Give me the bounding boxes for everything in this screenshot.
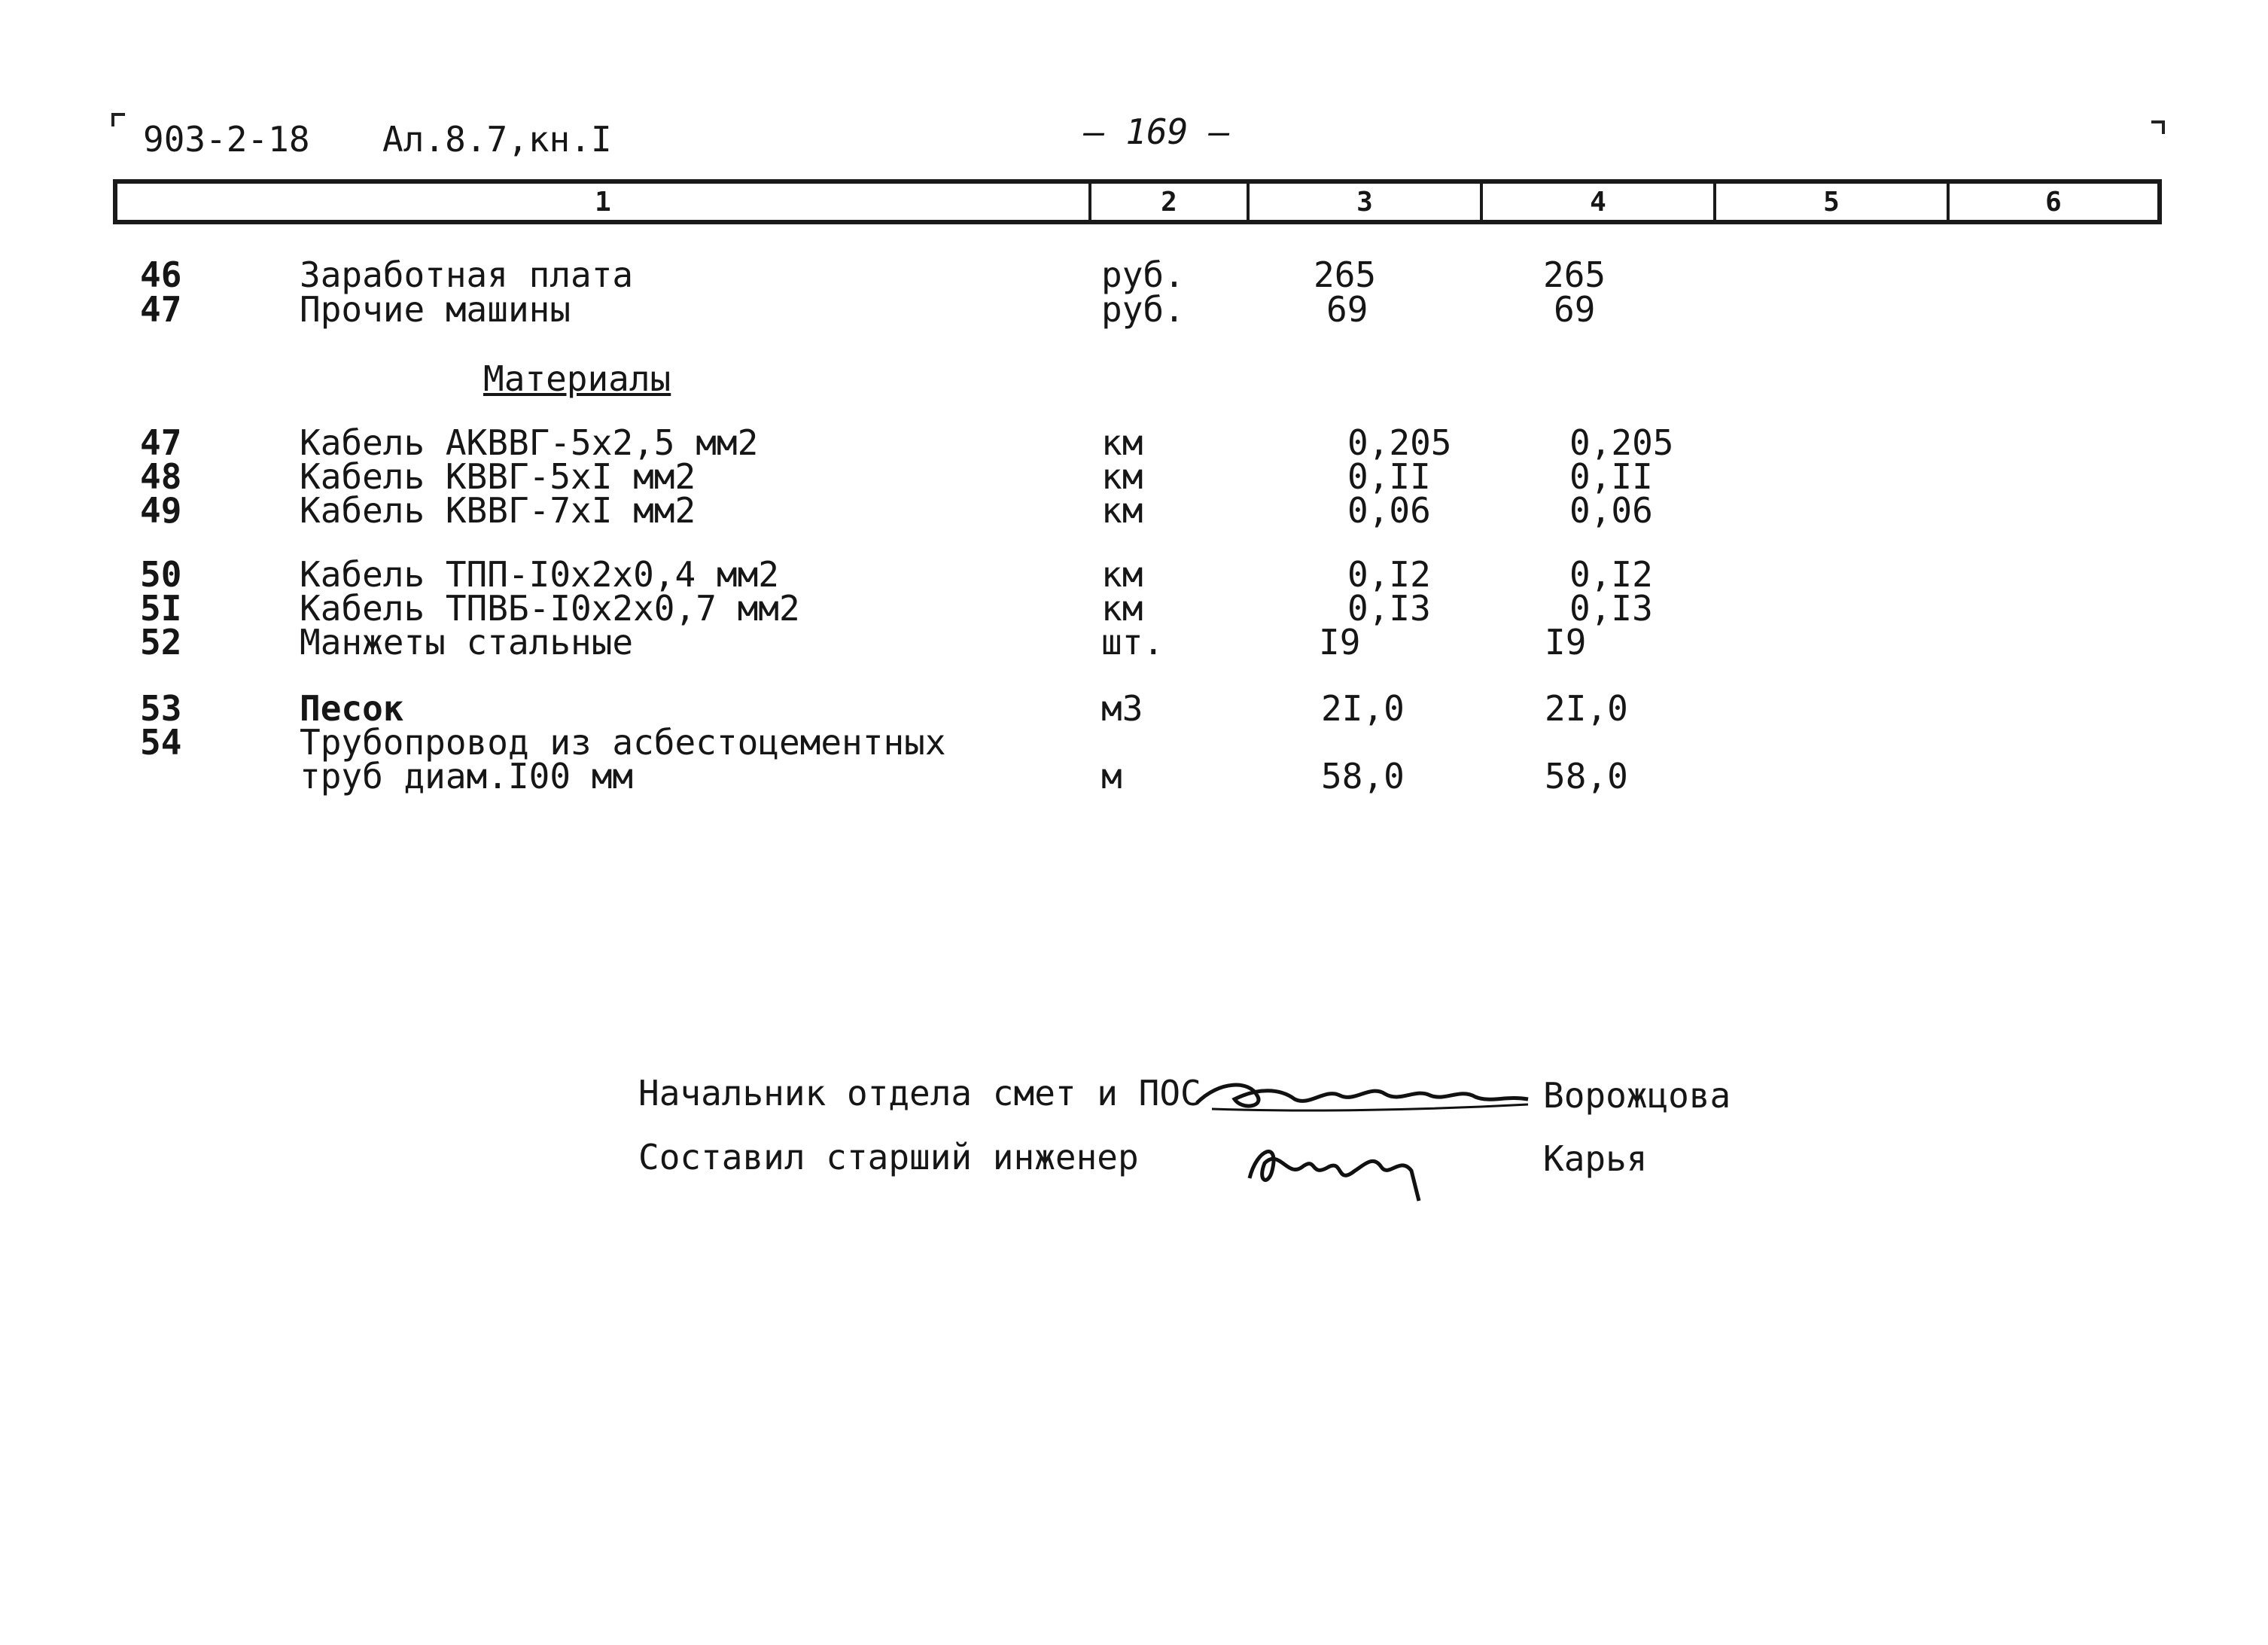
table-row	[0, 490, 2268, 531]
col-2: 2	[1161, 186, 1177, 218]
row-number: 5I	[140, 588, 182, 629]
col3-value: I9	[1319, 622, 1361, 663]
col3-value: 69	[1326, 289, 1368, 330]
table-row	[0, 588, 2268, 629]
row-number: 49	[140, 490, 182, 531]
item-name: Кабель ТПВБ-I0х2х0,7 мм2	[300, 588, 800, 629]
corner-mark-left	[111, 113, 125, 126]
column-header-grid	[113, 179, 2162, 224]
col-6: 6	[2045, 186, 2062, 218]
table-row	[0, 722, 2268, 763]
item-unit: км	[1101, 554, 1143, 595]
item-name: Заработная плата	[300, 254, 634, 295]
col3-value: 2I,0	[1321, 688, 1405, 729]
signature-role-1: Начальник отдела смет и ПОС	[638, 1073, 1201, 1113]
row-number: 47	[140, 289, 182, 330]
handwritten-signature-1	[1189, 1065, 1536, 1118]
col3-value: 265	[1314, 254, 1377, 295]
col3-value: 0,I3	[1347, 588, 1431, 629]
col3-value: 0,II	[1347, 456, 1431, 497]
signature-name-2: Карья	[1543, 1138, 1648, 1179]
row-number: 46	[140, 254, 182, 295]
handwritten-signature-2	[1234, 1126, 1430, 1208]
row-number: 50	[140, 554, 182, 595]
col3-value: 0,I2	[1347, 554, 1431, 595]
item-unit: м3	[1101, 688, 1143, 729]
col3-value: 0,205	[1347, 422, 1452, 463]
item-unit: км	[1101, 588, 1143, 629]
col4-value: 69	[1554, 289, 1596, 330]
table-row	[0, 289, 2268, 330]
col3-value: 58,0	[1321, 756, 1405, 797]
corner-mark-right	[2151, 120, 2165, 134]
doc-code: 903-2-18	[143, 119, 310, 160]
item-unit: м	[1101, 756, 1122, 797]
col4-value: 0,II	[1569, 456, 1653, 497]
section-title: Материалы	[483, 358, 671, 399]
table-row	[0, 622, 2268, 663]
item-name: Трубопровод из асбестоцементных	[300, 722, 946, 763]
item-name: труб диам.I00 мм	[300, 756, 634, 797]
item-name: Песок	[300, 688, 404, 729]
item-name: Кабель КВВГ-5хI мм2	[300, 456, 696, 497]
table-row	[0, 688, 2268, 729]
item-unit: км	[1101, 456, 1143, 497]
col4-value: I9	[1545, 622, 1587, 663]
album-ref: Ал.8.7,кн.I	[382, 119, 612, 160]
table-row	[0, 254, 2268, 295]
item-unit: руб.	[1101, 254, 1185, 295]
item-name: Кабель ТПП-I0х2х0,4 мм2	[300, 554, 779, 595]
row-number: 52	[140, 622, 182, 663]
col-4: 4	[1590, 186, 1606, 218]
col4-value: 0,205	[1569, 422, 1674, 463]
row-number: 48	[140, 456, 182, 497]
page-number: — 169 —	[1084, 111, 1230, 152]
col4-value: 2I,0	[1545, 688, 1628, 729]
col4-value: 0,I2	[1569, 554, 1653, 595]
item-name: Кабель АКВВГ-5х2,5 мм2	[300, 422, 759, 463]
item-name: Кабель КВВГ-7хI мм2	[300, 490, 696, 531]
row-number: 53	[140, 688, 182, 729]
col4-value: 265	[1543, 254, 1606, 295]
row-number: 47	[140, 422, 182, 463]
signature-role-2: Составил старший инженер	[638, 1137, 1139, 1177]
row-number: 54	[140, 722, 182, 763]
col-1: 1	[595, 186, 611, 218]
table-row	[0, 422, 2268, 463]
col4-value: 0,06	[1569, 490, 1653, 531]
item-unit: км	[1101, 422, 1143, 463]
signature-name-1: Ворожцова	[1543, 1075, 1731, 1116]
col3-value: 0,06	[1347, 490, 1431, 531]
col4-value: 0,I3	[1569, 588, 1653, 629]
item-unit: руб.	[1101, 289, 1185, 330]
col4-value: 58,0	[1545, 756, 1628, 797]
item-name: Манжеты стальные	[300, 622, 634, 663]
item-unit: км	[1101, 490, 1143, 531]
table-row	[0, 756, 2268, 797]
table-row	[0, 456, 2268, 497]
item-name: Прочие машины	[300, 289, 571, 330]
table-row	[0, 554, 2268, 595]
col-3: 3	[1356, 186, 1373, 218]
col-5: 5	[1823, 186, 1840, 218]
item-unit: шт.	[1101, 622, 1164, 663]
